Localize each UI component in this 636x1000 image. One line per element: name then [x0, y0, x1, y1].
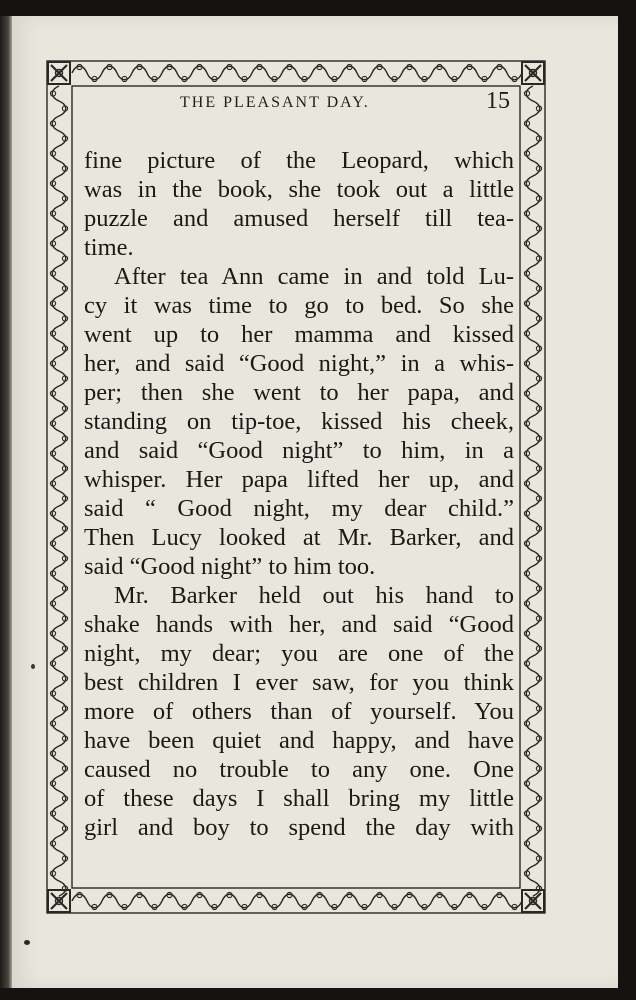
body-text	[84, 146, 514, 842]
text-line: cy it was time to go to bed. So she	[84, 292, 514, 319]
text-line: shake hands with her, and said “Good	[84, 611, 514, 638]
running-title: THE PLEASANT DAY.	[180, 94, 370, 111]
text-line: whisper. Her papa lifted her up, and	[84, 466, 514, 493]
text-line: night, my dear; you are one of the	[84, 640, 514, 667]
text-line: best children I ever saw, for you think	[84, 669, 514, 696]
vine-scroll	[526, 86, 540, 896]
text-line: of these days I shall bring my little	[84, 785, 514, 812]
page-number: 15	[486, 88, 510, 114]
running-header	[82, 90, 512, 120]
text-line: said “ Good night, my dear child.”	[84, 495, 514, 522]
ink-speck	[31, 664, 35, 669]
text-line: more of others than of yourself. You	[84, 698, 514, 725]
text-line: was in the book, she took out a little	[84, 176, 514, 203]
text-line: caused no trouble to any one. One	[84, 756, 514, 783]
vine-scroll	[72, 894, 522, 908]
vine-scroll	[72, 66, 522, 80]
paragraph-first-line: After tea Ann came in and told Lu-	[114, 263, 514, 290]
ink-speck	[24, 940, 30, 945]
text-line: per; then she went to her papa, and	[84, 379, 514, 406]
text-line: and said “Good night” to him, in a	[84, 437, 514, 464]
corner-ornament-cross	[51, 65, 67, 81]
text-line: standing on tip-toe, kissed his cheek,	[84, 408, 514, 435]
text-line: went up to her mamma and kissed	[84, 321, 514, 348]
text-line: fine picture of the Leopard, which	[84, 147, 514, 174]
corner-ornament-cross	[525, 65, 541, 81]
text-line: time.	[84, 234, 134, 261]
text-line: puzzle and amused herself till tea-	[84, 205, 514, 232]
text-line: girl and boy to spend the day with	[84, 814, 514, 841]
text-line: her, and said “Good night,” in a whis-	[84, 350, 514, 377]
text-line: said “Good night” to him too.	[84, 553, 376, 580]
paragraph-first-line: Mr. Barker held out his hand to	[114, 582, 514, 609]
vine-scroll	[52, 86, 66, 896]
text-line: Then Lucy looked at Mr. Barker, and	[84, 524, 514, 551]
text-line: have been quiet and happy, and have	[84, 727, 514, 754]
